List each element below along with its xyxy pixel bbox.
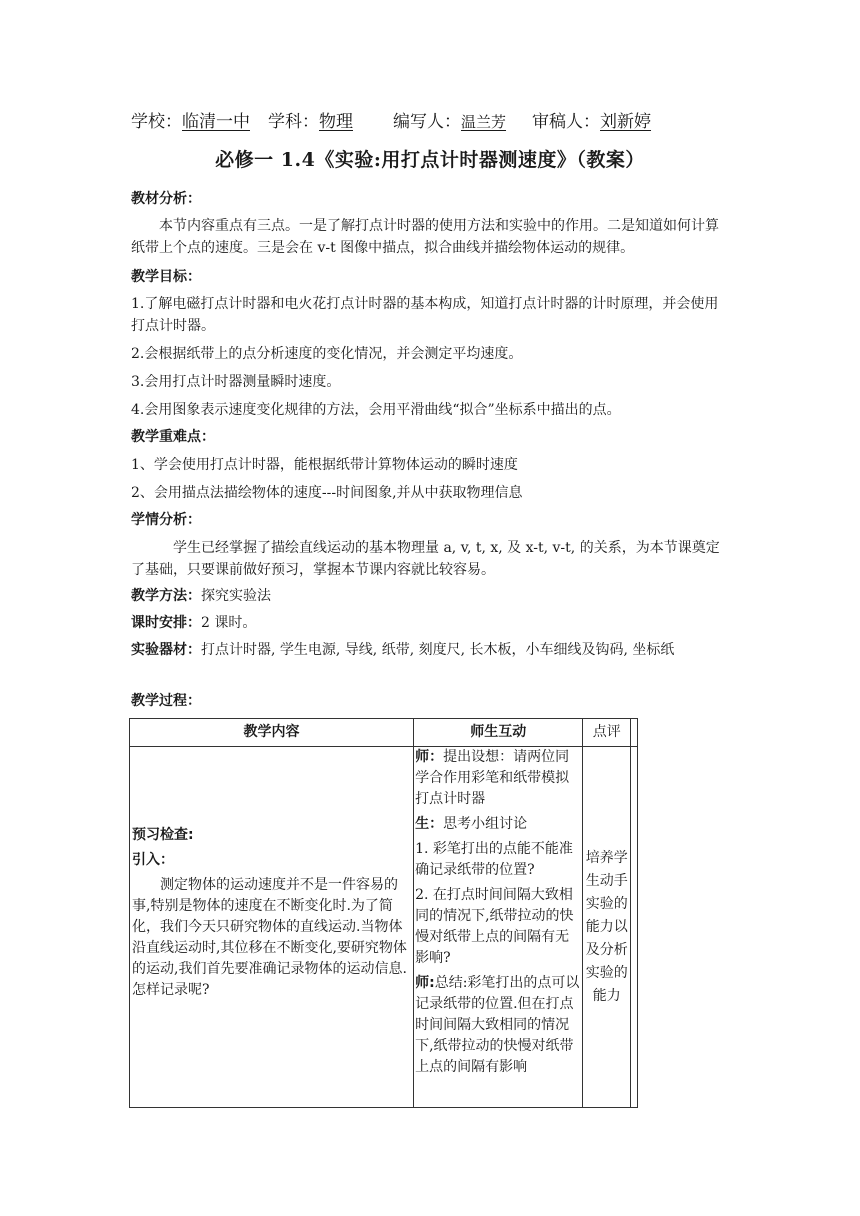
objectives-section (131, 266, 731, 421)
table-header-row (130, 719, 638, 747)
interaction-item: 师:总结:彩笔打出的点可以记录纸带的位置.但在打点时间间隔大致相同的情况下,纸带拉动的快慢对纸带上点的间隔有影响 (415, 975, 580, 1075)
objective-item: 3.会用打点计时器测量瞬时速度。 (131, 374, 341, 390)
key-point-item: 2、会用描点法描绘物体的速度---时间图象,并从中获取物理信息 (131, 485, 523, 501)
header-cell-interaction: 师生互动 (414, 719, 583, 747)
textbook-analysis-body: 本节内容重点有三点。一是了解打点计时器的使用方法和实验中的作用。二是知道如何计算纸带上个点的速度。三是会在 v-t 图像中描点，拟合曲线并描绘物体运动的规律。 (131, 218, 719, 256)
interaction-item: 2. 在打点时间间隔大致相同的情况下,纸带拉动的快慢对纸带上点的间隔有无影响? (415, 887, 574, 966)
interaction-item: 师：提出设想：请两位同学合作用彩笔和纸带模拟打点计时器 (415, 749, 570, 807)
key-point-item: 1、学会使用打点计时器，能根据纸带计算物体运动的瞬时速度 (131, 457, 518, 473)
spacer-cell (631, 747, 638, 1108)
objectives-heading: 教学目标： (131, 269, 201, 285)
table-row (130, 747, 638, 1108)
schedule-label: 课时安排： (131, 615, 201, 631)
intro-body: 测定物体的运动速度并不是一件容易的事,特别是物体的速度在不断变化时.为了简化，我们今天只研究物体的直线运动.当物体沿直线运动时,其位移在不断变化,要研究物体的运动,我们首先要准确记录物体的运动信息.怎样记录呢? (132, 877, 407, 998)
school-value: 临清一中 (182, 112, 250, 132)
equipment-label: 实验器材： (131, 642, 201, 658)
schedule-line (131, 612, 731, 634)
objective-item: 4.会用图象表示速度变化规律的方法，会用平滑曲线“拟合”坐标系中描出的点。 (131, 402, 621, 418)
reviewer-value: 刘新婷 (600, 112, 652, 132)
school-label: 学校： (131, 112, 182, 132)
process-heading-line (131, 690, 731, 712)
objective-item: 1.了解电磁打点计时器和电火花打点计时器的基本构成，知道打点计时器的计时原理，并会使用打点计时器。 (131, 296, 719, 334)
process-heading: 教学过程： (131, 693, 201, 709)
writer-value: 温兰芳 (461, 113, 507, 131)
student-analysis-section (131, 509, 731, 581)
content-cell (130, 747, 414, 1108)
preview-heading: 预习检查: (132, 827, 194, 843)
textbook-analysis-heading: 教材分析： (131, 191, 201, 207)
key-points-section (131, 426, 731, 504)
interaction-item: 生：思考小组讨论 (415, 816, 528, 832)
method-label: 教学方法： (131, 588, 201, 604)
comment-cell (583, 747, 631, 1108)
method-line (131, 585, 731, 607)
interaction-item: 1. 彩笔打出的点能不能准确记录纸带的位置? (415, 841, 573, 878)
schedule-value: 2 课时。 (201, 615, 257, 631)
subject-value: 物理 (319, 112, 353, 132)
equipment-line (131, 639, 731, 661)
header-cell-content: 教学内容 (130, 719, 414, 747)
textbook-analysis-section (131, 188, 731, 259)
header-cell-spacer (631, 719, 638, 747)
lesson-table (129, 718, 638, 1108)
comment-text: 培养学生动手实验的能力以及分析实验的能力 (585, 850, 628, 1004)
header-info (131, 110, 771, 134)
key-points-heading: 教学重难点： (131, 429, 215, 445)
student-analysis-body: 学生已经掌握了描绘直线运动的基本物理量 a, v, t, x, 及 x-t, v-t, 的关系，为本节课奠定了基础，只要课前做好预习，掌握本节课内容就比较容易。 (131, 540, 720, 578)
objective-item: 2.会根据纸带上的点分析速度的变化情况，并会测定平均速度。 (131, 346, 523, 362)
writer-label: 编写人： (393, 112, 461, 132)
header-cell-comment: 点评 (583, 719, 631, 747)
student-analysis-heading: 学情分析： (131, 512, 201, 528)
reviewer-label: 审稿人： (532, 112, 601, 132)
equipment-value: 打点计时器, 学生电源, 导线, 纸带, 刻度尺, 长木板，小车细线及钩码, 坐标纸 (201, 642, 675, 658)
subject-label: 学科： (268, 112, 319, 132)
document-title: 必修一 1.4《实验:用打点计时器测速度》（教案） (215, 149, 645, 171)
method-value: 探究实验法 (201, 588, 271, 604)
intro-heading: 引入： (132, 852, 174, 868)
interaction-cell (414, 747, 583, 1108)
